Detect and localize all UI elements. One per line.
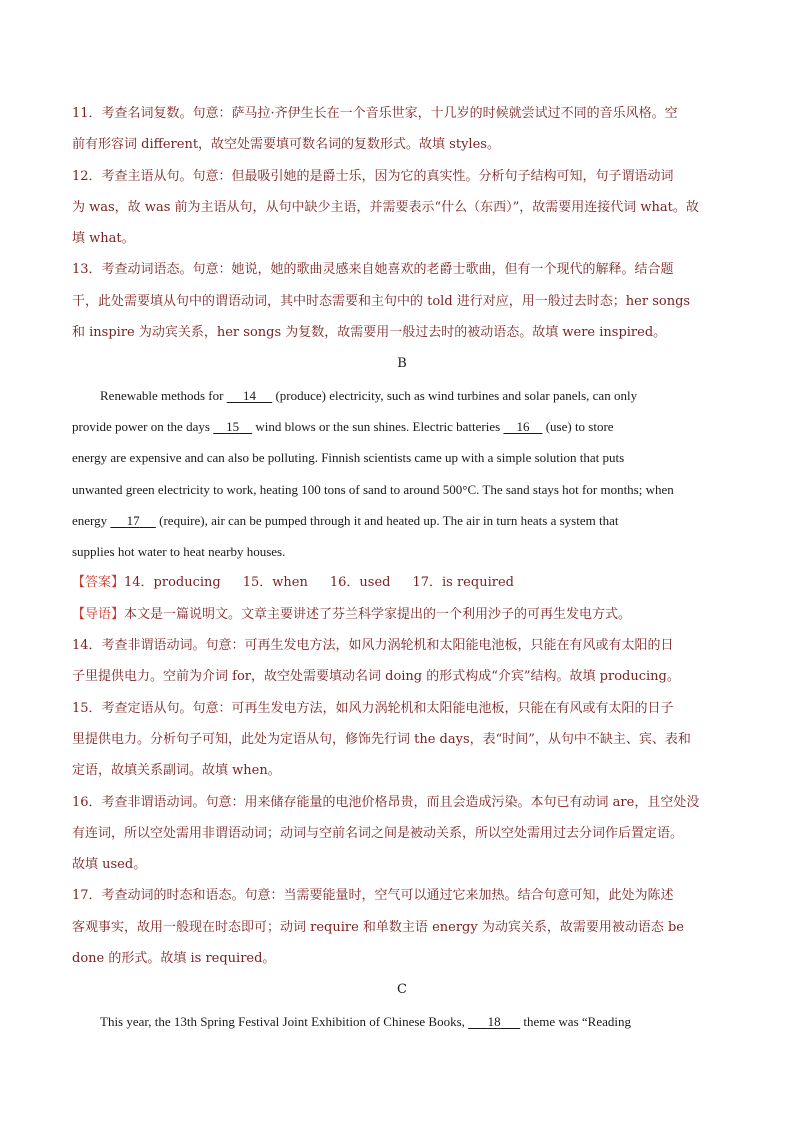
text-line: 客观事实，故用一般现在时态即可；动词 require 和单数主语 energy 为动宾关系，故需要用被动语态 be — [72, 919, 684, 935]
passage-text: (produce) electricity, such as wind turbines and solar panels, can only — [272, 387, 638, 403]
passage-text: theme was “Reading — [520, 1013, 631, 1029]
answer-item: 14．producing — [124, 575, 221, 591]
text-line: 14．考查非谓语动词。句意：可再生发电方法，如风力涡轮机和太阳能电池板，只能在有风或有太阳的日 — [72, 638, 674, 654]
blank-18 — [468, 1006, 520, 1037]
answer-item: 17．is required — [412, 575, 514, 591]
answer-tag: 【答案】 — [72, 575, 125, 591]
passage-text: provide power on the days — [72, 418, 214, 434]
passage-text: (use) to store — [542, 418, 614, 434]
text-line: 前有形容词 different，故空处需要填可数名词的复数形式。故填 styles。 — [72, 137, 500, 153]
answer-item: 16．used — [329, 575, 391, 591]
text-line: 定语，故填关系副词。故填 when。 — [72, 763, 281, 779]
text-line: 15．考查定语从句。句意：可再生发电方法，如风力涡轮机和太阳能电池板，只能在有风或有太阳的日子 — [72, 700, 674, 716]
text-line: done 的形式。故填 is required。 — [72, 951, 276, 967]
passage-text: wind blows or the sun shines. Electric batteries — [252, 418, 504, 434]
passage-b — [72, 380, 732, 568]
text-line: 12．考查主语从句。句意：但最吸引她的是爵士乐，因为它的真实性。分析句子结构可知，句子谓语动词 — [72, 168, 674, 184]
text-line: 子里提供电力。空前为介词 for，故空处需要填动名词 doing 的形式构成“介宾”结构。故填 producing。 — [72, 669, 680, 685]
text-line: 有连词，所以空处需用非谓语动词；动词与空前名词之间是被动关系，所以空处需用过去分词作后置定语。 — [72, 825, 684, 841]
text-line: 和 inspire 为动宾关系，her songs 为复数，故需要用一般过去时的被动语态。故填 were inspired。 — [72, 325, 667, 341]
text-line: 故填 used。 — [72, 857, 147, 873]
text-line: 为 was，故 was 前为主语从句，从句中缺少主语，并需要表示“什么（东西）”，故需要用连接代词 what。故 — [72, 199, 699, 215]
guide-tag: 【导语】 — [72, 606, 125, 622]
blank-17 — [110, 505, 156, 536]
passage-line: energy are expensive and can also be polluting. Finnish scientists came up with a simple solution that puts — [72, 450, 625, 466]
passage-text: Renewable methods for — [100, 387, 227, 403]
passage-line — [72, 505, 732, 536]
text-line: 里提供电力。分析句子可知，此处为定语从句，修饰先行词 the days，表“时间”，从句中不缺主、宾、表和 — [72, 731, 691, 747]
explanations-a — [72, 98, 732, 348]
passage-line: unwanted green electricity to work, heating 100 tons of sand to around 500°C. The sand stays hot for months; when — [72, 481, 674, 497]
blank-number: 15 — [226, 418, 240, 434]
explanations-b — [72, 630, 732, 974]
section-heading-b: B — [397, 356, 407, 372]
blank-15 — [213, 411, 252, 442]
answer-line — [72, 567, 732, 598]
blank-number: 14 — [242, 387, 256, 403]
blank-16 — [503, 411, 542, 442]
answer-item: 15．when — [242, 575, 308, 591]
section-heading-c: C — [397, 982, 407, 998]
passage-line — [72, 411, 732, 442]
text-line: 干，此处需要填从句中的谓语动词，其中时态需要和主句中的 told 进行对应，用一般过去时态；her songs — [72, 293, 691, 309]
blank-14 — [227, 380, 273, 411]
guide-line — [72, 599, 732, 630]
text-line: 17．考查动词的时态和语态。句意：当需要能量时，空气可以通过它来加热。结合句意可知，此处为陈述 — [72, 888, 674, 904]
blank-number: 17 — [126, 512, 140, 528]
blank-number: 18 — [487, 1013, 501, 1029]
text-line: 填 what。 — [72, 231, 135, 247]
passage-text: energy — [72, 512, 111, 528]
passage-text: (require), air can be pumped through it and heated up. The air in turn heats a system that — [155, 512, 619, 528]
passage-line: supplies hot water to heat nearby houses. — [72, 544, 286, 560]
guide-text: 本文是一篇说明文。文章主要讲述了芬兰科学家提出的一个利用沙子的可再生发电方式。 — [124, 606, 632, 622]
passage-text: This year, the 13th Spring Festival Joint Exhibition of Chinese Books, — [100, 1013, 469, 1029]
text-line: 16．考查非谓语动词。句意：用来储存能量的电池价格昂贵，而且会造成污染。本句已有动词 are，且空处没 — [72, 794, 700, 810]
passage-line — [72, 380, 732, 411]
blank-number: 16 — [516, 418, 530, 434]
text-line: 11．考查名词复数。句意：萨马拉·齐伊生长在一个音乐世家，十几岁的时候就尝试过不同的音乐风格。空 — [72, 106, 678, 121]
passage-c-line — [72, 1006, 732, 1037]
text-line: 13．考查动词语态。句意：她说，她的歌曲灵感来自她喜欢的老爵士歌曲，但有一个现代的解释。结合题 — [72, 262, 674, 278]
document-page — [72, 98, 732, 1037]
